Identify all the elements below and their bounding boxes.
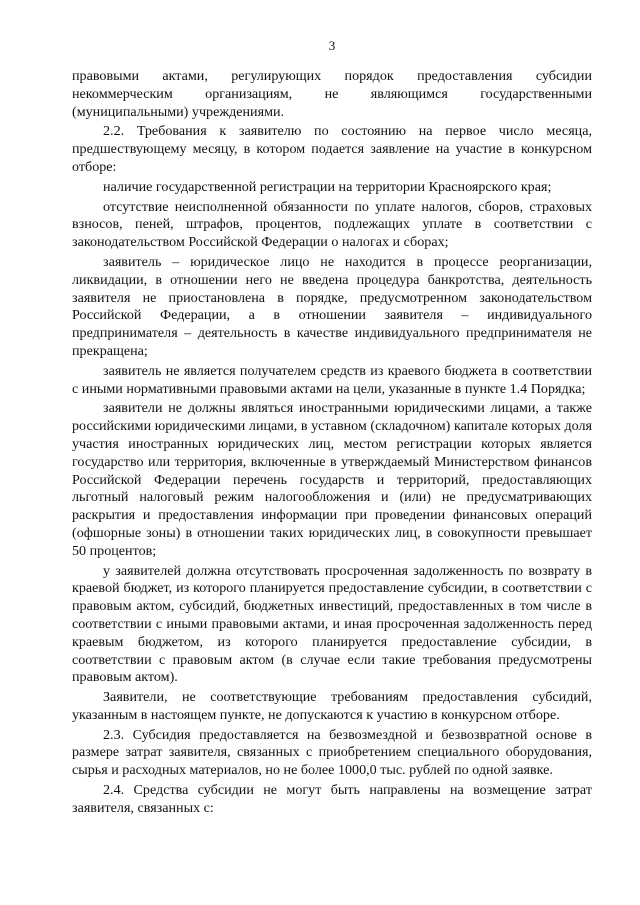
- paragraph: 2.3. Субсидия предоставляется на безвозмездной и безвозвратной основе в размере затрат заявителя, связанных с приобретением специального оборудования, сырья и расходных материалов, но не более 1000,0 тыс. рублей по одной заявке.: [72, 726, 592, 779]
- paragraph: заявитель не является получателем средств из краевого бюджета в соответствии с иными нормативными правовыми актами на цели, указанные в пункте 1.4 Порядка;: [72, 362, 592, 397]
- paragraph: у заявителей должна отсутствовать просроченная задолженность по возврату в краевой бюджет, из которого планируется предоставление субсидии, в соответствии с правовым актом, субсидий, бюджетных инвестиций, предоставленных в том числе в соответствии с иными правовыми актами, и иная просроченная задолженность перед краевым бюджетом, из которого планируется предоставление субсидии, в соответствии с правовым актом (в случае если такие требования предусмотрены правовым актом).: [72, 562, 592, 686]
- paragraph: правовыми актами, регулирующих порядок предоставления субсидии некоммерческим организациям, не являющимся государственными (муниципальными) учреждениями.: [72, 68, 592, 120]
- paragraph: заявитель – юридическое лицо не находится в процессе реорганизации, ликвидации, в отношении него не введена процедура банкротства, деятельность заявителя не приостановлена в порядке, предусмотренном законодательством Российской Федерации, а в отношении заявителя – индивидуального предпринимателя – деятельность в качестве индивидуального предпринимателя не прекращена;: [72, 253, 592, 359]
- paragraph: 2.2. Требования к заявителю по состоянию на первое число месяца, предшествующему месяцу, в котором подается заявление на участие в конкурсном отборе:: [72, 123, 592, 175]
- document-body: [72, 68, 592, 818]
- paragraph: отсутствие неисполненной обязанности по уплате налогов, сборов, страховых взносов, пеней, штрафов, процентов, подлежащих уплате в соответствии с законодательством Российской Федерации о налогах и сборах;: [72, 198, 592, 251]
- paragraph: Заявители, не соответствующие требованиям предоставления субсидий, указанным в настоящем пункте, не допускаются к участию в конкурсном отборе.: [72, 689, 592, 723]
- paragraph: наличие государственной регистрации на территории Красноярского края;: [103, 178, 552, 195]
- paragraph: заявители не должны являться иностранными юридическими лицами, а также российскими юридическими лицами, в уставном (складочном) капитале которых доля участия иностранных юридических лиц, местом регистрации которых является государство или территория, включенные в утверждаемый Министерством финансов Российской Федерации перечень государств и территорий, предоставляющих льготный налоговый режим налогообложения и (или) не предусматривающих раскрытия и предоставления информации при проведении финансовых операций (офшорные зоны) в отношении таких юридических лиц, в совокупности превышает 50 процентов;: [72, 400, 592, 559]
- page-number: 3: [328, 38, 336, 53]
- paragraph: 2.4. Средства субсидии не могут быть направлены на возмещение затрат заявителя, связанных с:: [72, 782, 592, 816]
